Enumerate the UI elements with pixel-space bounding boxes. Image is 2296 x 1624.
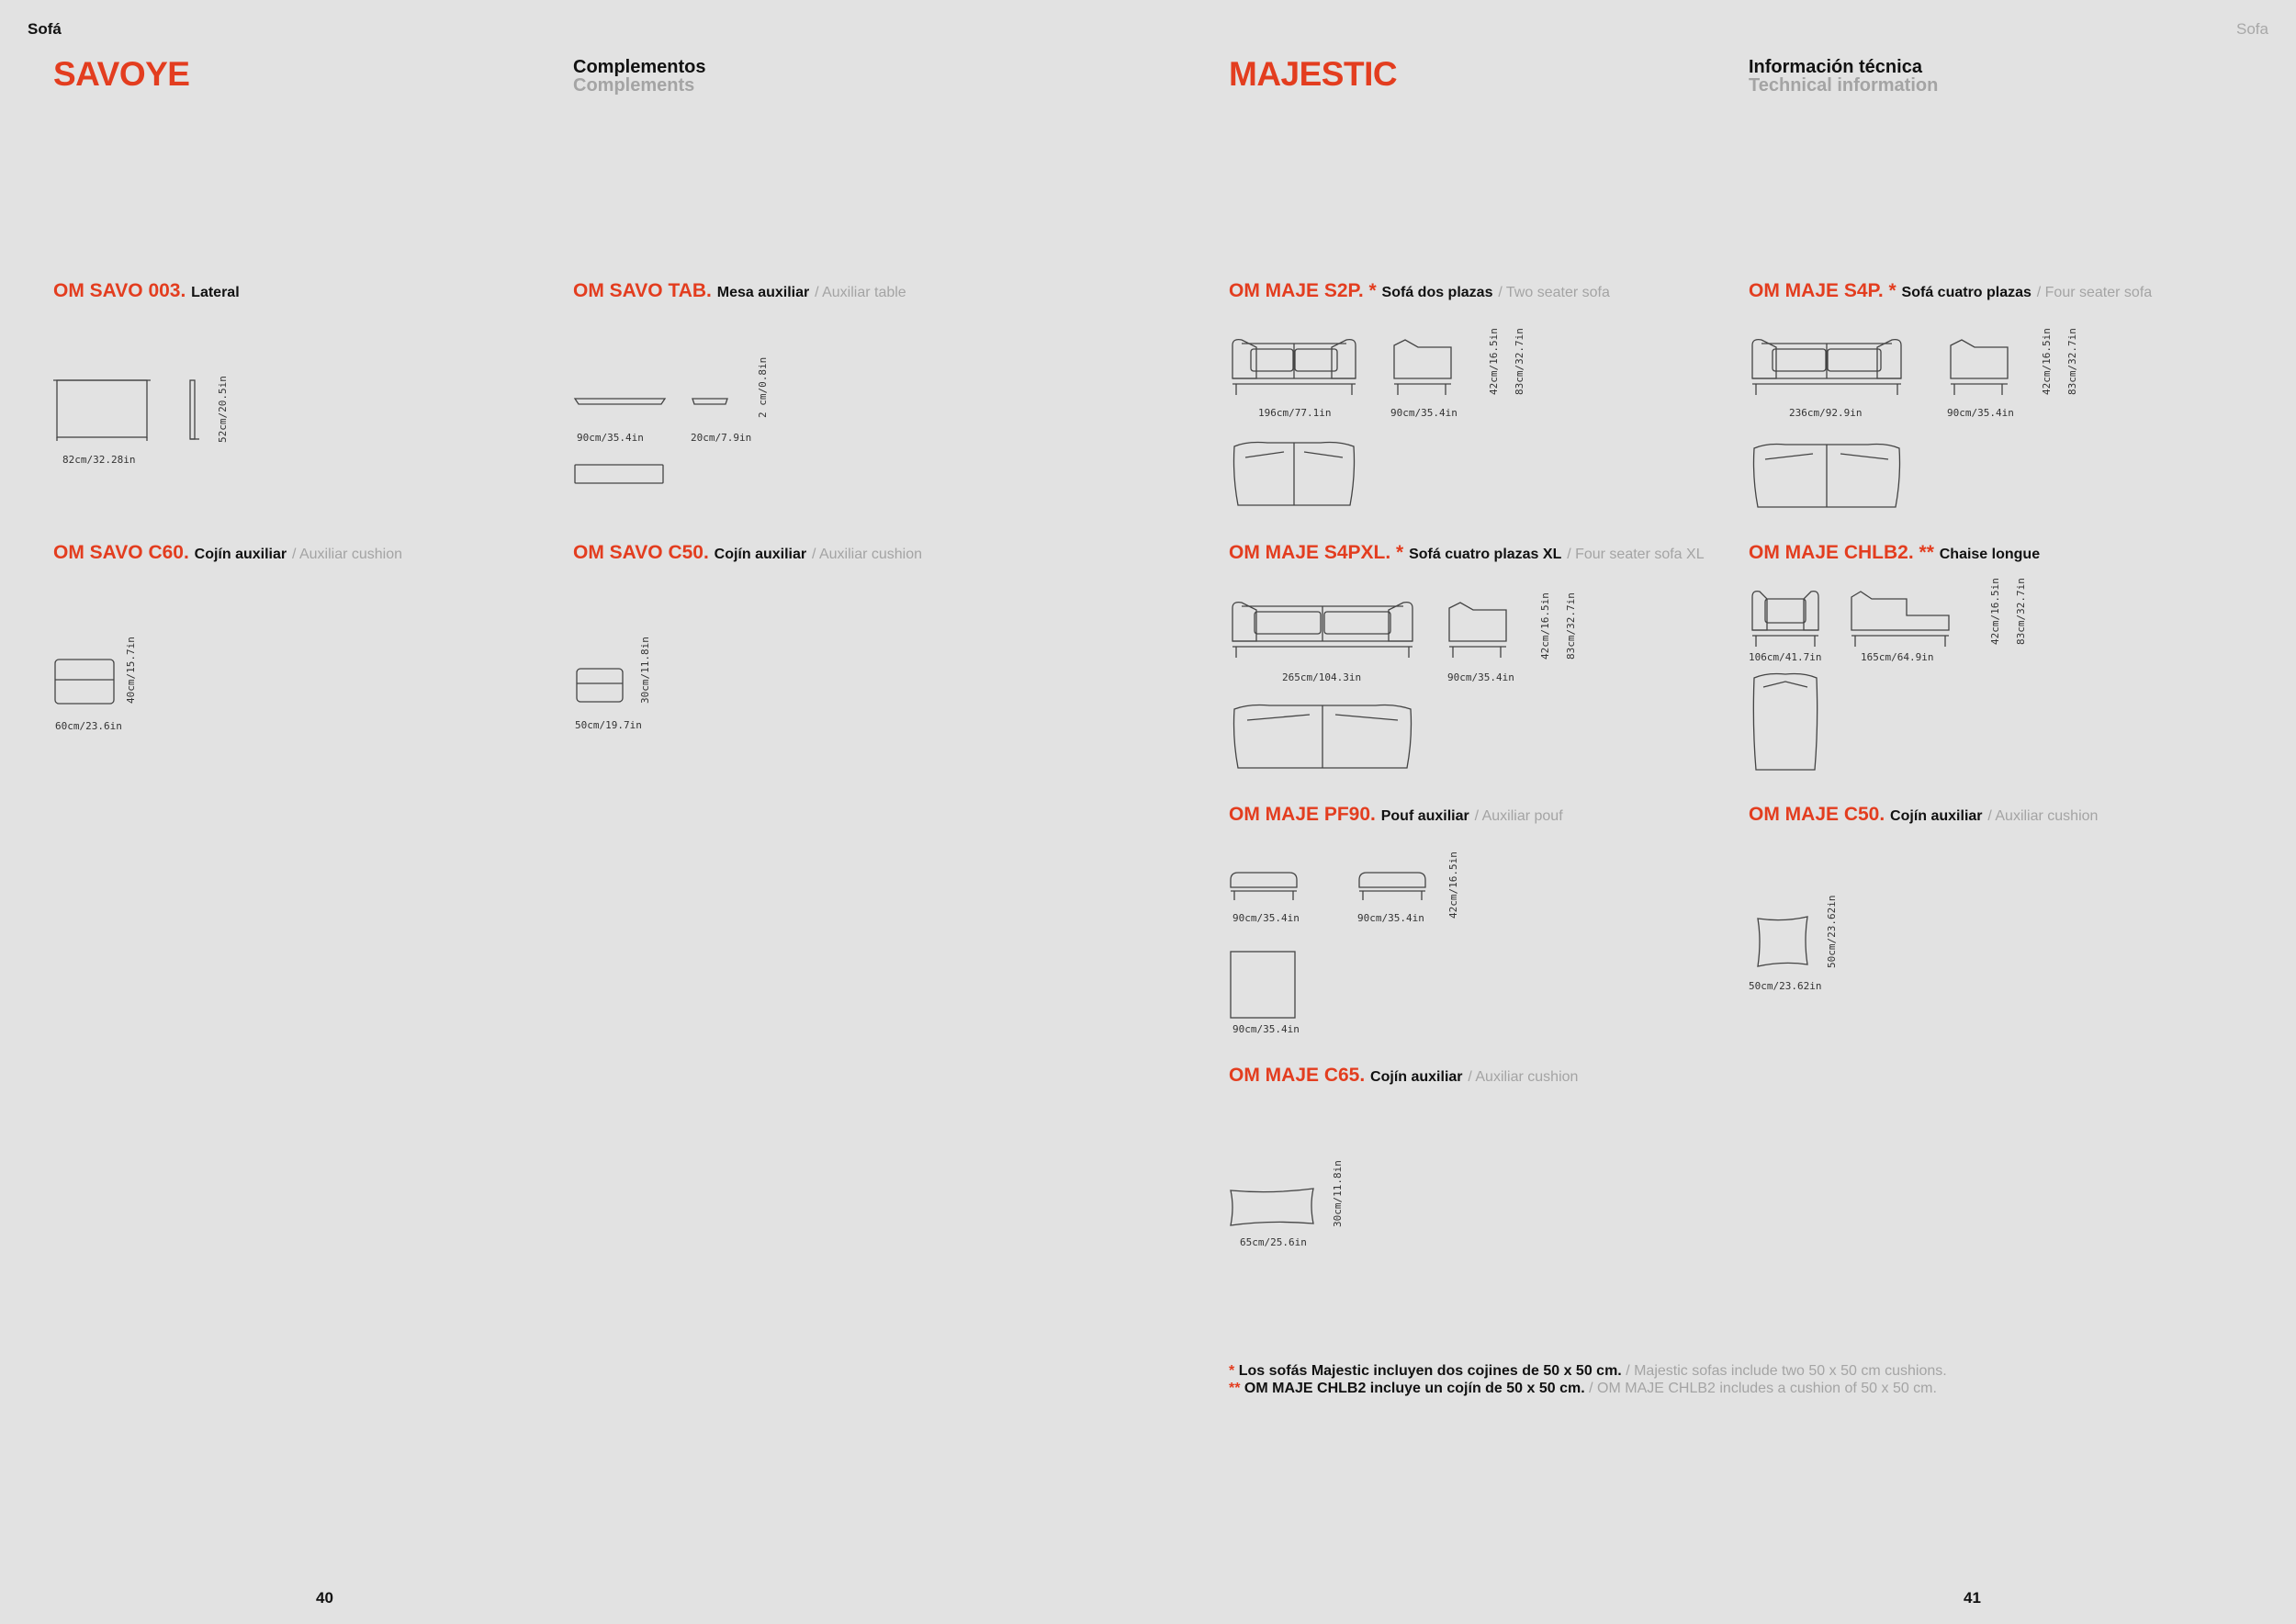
product-code: OM MAJE C65. [1229, 1065, 1366, 1086]
product-name-es: Lateral [191, 285, 240, 300]
product-title-savo-c60 [53, 542, 402, 564]
section-label-right: Sofa [2236, 20, 2268, 38]
product-name-es: Sofá cuatro plazas XL [1409, 547, 1562, 562]
drawing-maje-chlb2-top [1749, 671, 1822, 772]
footnotes [1229, 1363, 1947, 1397]
product-title-maje-c50 [1749, 804, 2098, 826]
dimension-label: 82cm/32.28in [62, 454, 136, 466]
footnote-es: Los sofás Majestic incluyen dos cojines de 50 x 50 cm. [1238, 1363, 1622, 1379]
drawing-maje-s4p-side [1947, 336, 2013, 397]
product-title-savo-tab [573, 280, 906, 302]
product-title-savo-003 [53, 280, 240, 302]
product-name-en: / Auxiliar table [815, 285, 906, 300]
vertical-dimension-label: 83cm/32.7in [1514, 328, 1525, 395]
dimension-label: 106cm/41.7in [1749, 651, 1822, 663]
product-star: ** [1919, 542, 1934, 563]
dimension-label: 196cm/77.1in [1258, 407, 1332, 419]
section-heading-en: Technical information [1749, 75, 1939, 96]
vertical-dimension-label: 2 cm/0.8in [757, 356, 769, 418]
drawing-maje-chlb2-side [1848, 588, 1954, 648]
product-code: OM SAVO C50. [573, 542, 709, 563]
drawing-maje-s4p-front [1749, 336, 1905, 397]
dimension-label: 90cm/35.4in [1947, 407, 2014, 419]
vertical-dimension-label: 42cm/16.5in [1488, 328, 1500, 395]
dimension-label: 90cm/35.4in [1447, 671, 1514, 683]
dimension-label: 236cm/92.9in [1789, 407, 1863, 419]
product-code: OM MAJE S4PXL. [1229, 542, 1391, 563]
product-title-savo-c50 [573, 542, 922, 564]
section-label-left: Sofá [28, 20, 62, 38]
drawing-maje-pf90-side [1357, 871, 1429, 902]
page-number-left: 40 [316, 1589, 333, 1607]
drawing-savo-tab-front [573, 397, 669, 410]
vertical-dimension-label: 52cm/20.5in [217, 376, 229, 443]
product-name-en: / Auxiliar cushion [811, 547, 923, 562]
dimension-label: 60cm/23.6in [55, 720, 122, 732]
dimension-label: 50cm/19.7in [575, 719, 642, 731]
vertical-dimension-label: 50cm/23.62in [1826, 895, 1838, 968]
product-name-es: Cojín auxiliar [714, 547, 807, 562]
footnote-star: ** [1229, 1381, 1241, 1396]
drawing-maje-s4p-top [1749, 441, 1905, 511]
vertical-dimension-label: 83cm/32.7in [1565, 592, 1577, 660]
drawing-savo-c50 [575, 667, 626, 705]
product-name-es: Cojín auxiliar [194, 547, 287, 562]
footnote [1229, 1381, 1947, 1397]
section-heading-es: Complementos [573, 57, 706, 77]
brand-title-majestic: MAJESTIC [1229, 55, 1398, 93]
vertical-dimension-label: 42cm/16.5in [1447, 851, 1459, 919]
footnote [1229, 1363, 1947, 1380]
product-title-maje-s4pxl [1229, 542, 1705, 564]
product-name-es: Mesa auxiliar [716, 285, 810, 300]
product-title-maje-c65 [1229, 1065, 1578, 1087]
product-code: OM SAVO TAB. [573, 280, 712, 301]
product-name-es: Pouf auxiliar [1380, 808, 1469, 824]
product-code: OM MAJE PF90. [1229, 804, 1376, 825]
product-star: * [1368, 280, 1377, 301]
product-title-maje-pf90 [1229, 804, 1563, 826]
footnote-star: * [1229, 1363, 1235, 1379]
section-heading-en: Complements [573, 75, 695, 96]
drawing-maje-pf90-top [1229, 950, 1299, 1020]
product-name-en: / Auxiliar pouf [1474, 808, 1563, 824]
product-code: OM SAVO 003. [53, 280, 186, 301]
vertical-dimension-label: 40cm/15.7in [125, 637, 137, 704]
product-code: OM MAJE S2P. [1229, 280, 1364, 301]
page-number-right: 41 [1964, 1589, 1981, 1607]
drawing-maje-pf90-front [1229, 871, 1300, 902]
drawing-maje-s2p-top [1229, 439, 1359, 509]
product-title-maje-chlb2 [1749, 542, 2040, 564]
vertical-dimension-label: 42cm/16.5in [2041, 328, 2053, 395]
dimension-label: 90cm/35.4in [577, 432, 644, 444]
drawing-savo-003-side [188, 378, 201, 443]
vertical-dimension-label: 30cm/11.8in [639, 637, 651, 704]
drawing-maje-chlb2-front [1749, 588, 1822, 648]
dimension-label: 265cm/104.3in [1282, 671, 1362, 683]
drawing-maje-s2p-side [1390, 336, 1457, 397]
drawing-maje-s4pxl-side [1446, 599, 1512, 660]
drawing-savo-c60 [53, 658, 118, 705]
product-name-en: / Two seater sofa [1498, 285, 1610, 300]
product-name-en: / Auxiliar cushion [291, 547, 403, 562]
section-heading-technical [1749, 57, 1938, 96]
dimension-label: 65cm/25.6in [1240, 1236, 1307, 1248]
product-star: * [1396, 542, 1404, 563]
dimension-label: 20cm/7.9in [691, 432, 752, 444]
brand-title-savoye: SAVOYE [53, 55, 190, 93]
drawing-maje-c50 [1756, 915, 1811, 968]
product-name-en: / Four seater sofa [2036, 285, 2153, 300]
product-name-es: Chaise longue [1939, 547, 2041, 562]
product-title-maje-s2p [1229, 280, 1610, 302]
dimension-label: 90cm/35.4in [1357, 912, 1424, 924]
product-name-es: Cojín auxiliar [1370, 1069, 1463, 1085]
drawing-maje-s4pxl-top [1229, 702, 1416, 772]
vertical-dimension-label: 42cm/16.5in [1539, 592, 1551, 660]
product-star: * [1888, 280, 1896, 301]
dimension-label: 90cm/35.4in [1390, 407, 1458, 419]
product-code: OM MAJE S4P. [1749, 280, 1884, 301]
dimension-label: 165cm/64.9in [1861, 651, 1934, 663]
drawing-savo-003-front [53, 378, 154, 443]
footnote-en: / Majestic sofas include two 50 x 50 cm cushions. [1626, 1363, 1947, 1379]
product-title-maje-s4p [1749, 280, 2152, 302]
product-name-en: / Auxiliar cushion [1468, 1069, 1579, 1085]
dimension-label: 90cm/35.4in [1232, 1023, 1300, 1035]
drawing-maje-s4pxl-front [1229, 599, 1416, 660]
product-name-en: / Four seater sofa XL [1567, 547, 1705, 562]
product-code: OM MAJE CHLB2. [1749, 542, 1914, 563]
footnote-es: OM MAJE CHLB2 incluye un cojín de 50 x 50 cm. [1244, 1381, 1585, 1396]
section-heading-complements [573, 57, 705, 96]
drawing-savo-tab-side [691, 397, 731, 410]
product-code: OM SAVO C60. [53, 542, 189, 563]
drawing-savo-tab-top [573, 463, 665, 485]
drawing-maje-c65 [1229, 1187, 1317, 1227]
dimension-label: 50cm/23.62in [1749, 980, 1822, 992]
vertical-dimension-label: 83cm/32.7in [2015, 578, 2027, 645]
product-name-es: Sofá cuatro plazas [1901, 285, 2032, 300]
vertical-dimension-label: 42cm/16.5in [1989, 578, 2001, 645]
product-code: OM MAJE C50. [1749, 804, 1885, 825]
vertical-dimension-label: 30cm/11.8in [1332, 1160, 1344, 1227]
product-name-es: Sofá dos plazas [1381, 285, 1493, 300]
section-heading-es: Información técnica [1749, 57, 1922, 77]
product-name-es: Cojín auxiliar [1890, 808, 1983, 824]
vertical-dimension-label: 83cm/32.7in [2066, 328, 2078, 395]
footnote-en: / OM MAJE CHLB2 includes a cushion of 50 x 50 cm. [1589, 1381, 1937, 1396]
dimension-label: 90cm/35.4in [1232, 912, 1300, 924]
drawing-maje-s2p-front [1229, 336, 1359, 397]
product-name-en: / Auxiliar cushion [1987, 808, 2099, 824]
